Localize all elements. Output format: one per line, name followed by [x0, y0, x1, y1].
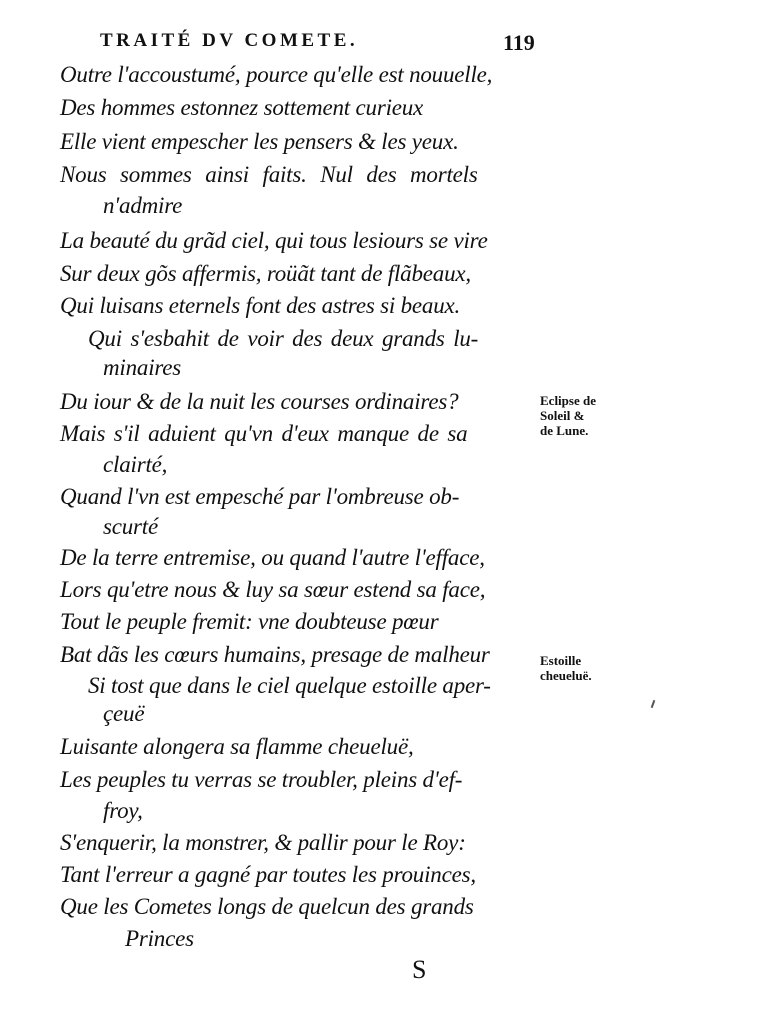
verse-line: froy,	[103, 798, 143, 823]
verse-line: De la terre entremise, ou quand l'autre l'efface,	[60, 545, 485, 570]
verse-line: minaires	[103, 355, 182, 380]
verse-line: S'enquerir, la monstrer, & pallir pour le Roy:	[60, 830, 466, 855]
verse-line: çeuë	[103, 701, 145, 726]
marginal-note-eclipse	[540, 393, 596, 438]
verse-line: scurté	[103, 514, 159, 539]
verse-line: Qui luisans eternels font des astres si beaux.	[60, 293, 461, 318]
verse-line: Mais s'il aduient qu'vn d'eux manque de sa	[60, 421, 468, 446]
verse-line: Lors qu'etre nous & luy sa sœur estend sa face,	[60, 577, 486, 602]
verse-line: Tant l'erreur a gagné par toutes les prouinces,	[60, 862, 476, 887]
verse-line: Luisante alongera sa flamme cheueluë,	[60, 734, 414, 759]
verse-line: n'admire	[103, 193, 183, 218]
verse-line: Quand l'vn est empesché par l'ombreuse ob-	[60, 484, 460, 509]
marginal-note-line: Eclipse de	[540, 393, 596, 408]
verse-line: Elle vient empescher les pensers & les yeux.	[60, 129, 459, 154]
verse-line: Les peuples tu verras se troubler, pleins d'ef-	[60, 767, 463, 792]
verse-line: Si tost que dans le ciel quelque estoille aper-	[88, 673, 491, 698]
ink-speck	[651, 700, 656, 708]
verse-line: Des hommes estonnez sottement curieux	[60, 95, 424, 120]
verse-line: Tout le peuple fremit: vne doubteuse pœur	[60, 609, 439, 634]
marginal-note-line: Soleil &	[540, 408, 585, 423]
page-number: 119	[503, 30, 535, 55]
marginal-note-line: cheueluë.	[540, 668, 592, 683]
verse-line: Outre l'accoustumé, pource qu'elle est nouuelle,	[60, 62, 493, 87]
verse-line: Princes	[125, 926, 194, 951]
verse-line: Nous sommes ainsi faits. Nul des mortels	[60, 162, 478, 187]
verse-line: Du iour & de la nuit les courses ordinaires?	[60, 389, 459, 414]
verse-line: Sur deux gõs affermis, roüãt tant de flãbeaux,	[60, 261, 471, 286]
verse-line: Bat dãs les cœurs humains, presage de malheur	[60, 642, 490, 667]
verse-line: Que les Cometes longs de quelcun des grands	[60, 894, 474, 919]
marginal-note-line: Estoille	[540, 653, 582, 668]
verse-line: La beauté du grãd ciel, qui tous lesiours se vire	[60, 228, 488, 253]
verse-line: Qui s'esbahit de voir des deux grands lu-	[88, 326, 479, 351]
signature-mark: S	[412, 955, 427, 984]
marginal-note-line: de Lune.	[540, 423, 589, 438]
marginal-note-comet	[540, 653, 592, 683]
verse-line: clairté,	[103, 452, 168, 477]
running-title: TRAITÉ DV COMETE.	[100, 30, 359, 51]
